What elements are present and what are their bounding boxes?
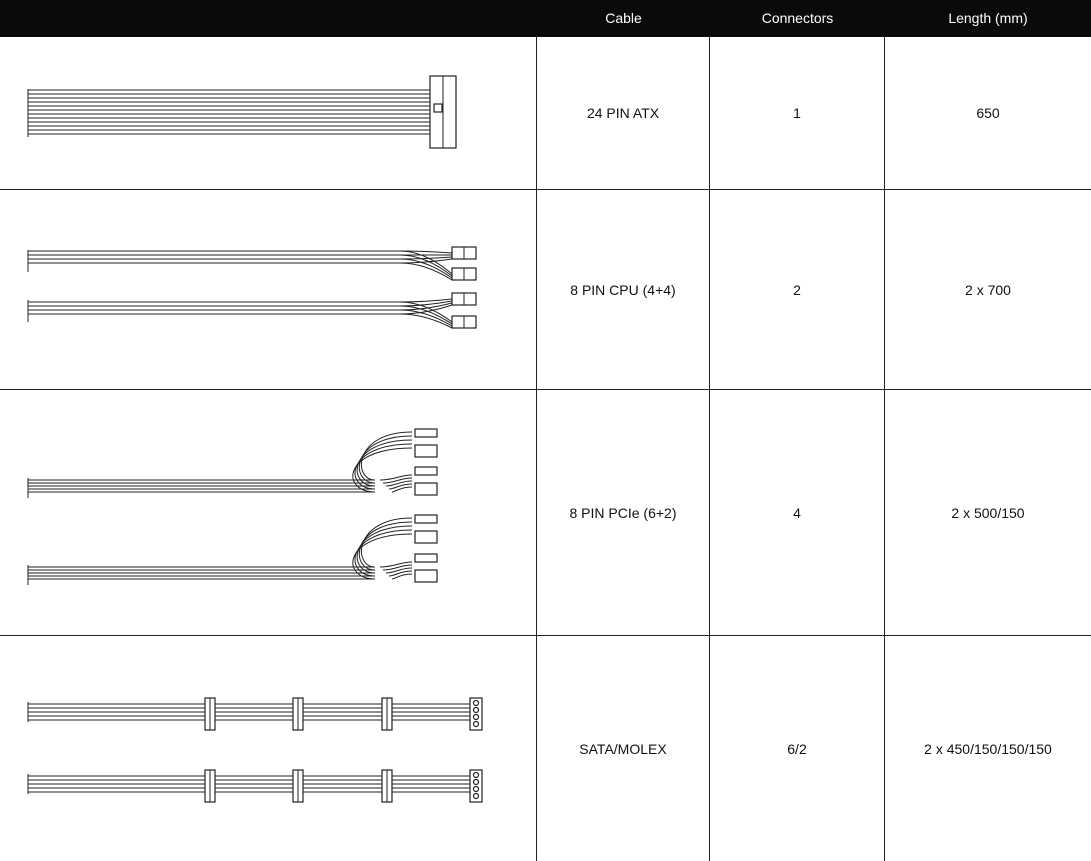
cable-length: 2 x 450/150/150/150 [924,740,1052,757]
cable-illustration-cell [0,390,537,635]
connector-count: 2 [710,190,885,389]
cable-length: 2 x 500/150 [951,504,1025,521]
cable-name: 8 PIN CPU (4+4) [537,190,710,389]
atx-24pin-cable-icon [0,37,536,189]
cable-name: 24 PIN ATX [537,37,710,189]
cable-illustration-cell [0,190,537,389]
cable-length: 2 x 700 [965,281,1011,298]
table-row [0,390,1091,636]
header-length: Length (mm) [948,10,1028,26]
connector-count: 4 [710,390,885,635]
cable-length: 650 [976,105,1000,121]
table-row [0,636,1091,861]
connector-count: 6/2 [710,636,885,861]
table-header [0,0,1091,37]
connector-count: 1 [710,37,885,189]
cable-illustration-cell [0,37,537,189]
pcie-8pin-cable-icon [0,390,536,635]
cable-name: SATA/MOLEX [537,636,710,861]
table-row [0,190,1091,390]
header-cable: Cable [605,10,642,26]
cable-name: 8 PIN PCIe (6+2) [537,390,710,635]
table-row [0,37,1091,190]
cable-illustration-cell [0,636,537,861]
sata-molex-cable-icon [0,636,536,861]
cpu-8pin-cable-icon [0,190,536,389]
header-connectors: Connectors [761,10,834,26]
